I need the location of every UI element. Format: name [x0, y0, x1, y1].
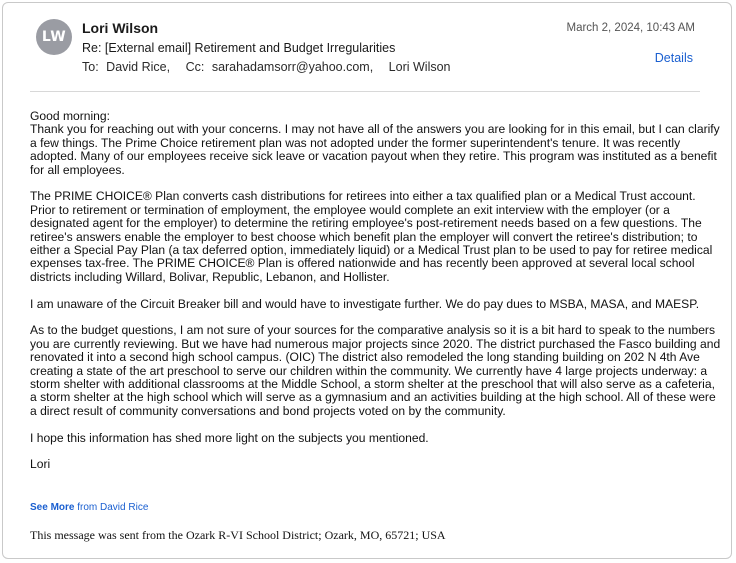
- paragraph-2: The PRIME CHOICE® Plan converts cash distributions for retirees into either a tax qualified plan or a Medical Trust account. Prior to retirement or termination of employment, the employee would complete an exit interview with the employer (or a designated agent for the employer) to determine the retiring employee's post-retirement needs based on a few questions. The retiree's answers enable the employer to best choose which benefit plan the employer will convert the retiree's distribution; to either a Special Pay Plan (a tax deferred option, immediately liquid) or a Medical Trust plan to be used to pay for retiree medical expenses tax-free. The PRIME CHOICE® Plan is offered nationwide and has recently been approved at several local school districts including Willard, Bolivar, Republic, Lebanon, and Hollister.: [30, 189, 713, 284]
- paragraph-1: Thank you for reaching out with your concerns. I may not have all of the answers you are looking for in this email, but I can clarify a few things. The Prime Choice retirement plan was not adopted under the former superintendent's tenure. It was recently adopted. Many of our employees receive sick leave or vacation payout when they retire. This program was instituted as a benefit for all employees.: [30, 122, 720, 177]
- to-recipient[interactable]: David Rice,: [106, 60, 171, 74]
- sender-name[interactable]: Lori Wilson: [82, 20, 159, 36]
- paragraph-4: As to the budget questions, I am not sure of your sources for the comparative analysis so it is a bit hard to speak to the numbers you are currently reviewing. But we have had numerous major projects since 2020. The district purchased the Fasco building and renovated it into a second high school campus. (OIC) The district also remodeled the long standing building on 202 N 4th Ave creating a state of the art preschool to serve our children within the community. We currently have 4 large projects underway: a storm shelter with additional classrooms at the Middle School, a storm shelter at the preschool that will also serve as a cafeteria, a storm shelter at the high school which will serve as a gymnasium and an activities building at the high school. All of these were a direct result of community conversations and bond projects voted on by the community.: [30, 323, 721, 418]
- avatar[interactable]: LW: [36, 19, 72, 55]
- to-label: To:: [82, 60, 99, 74]
- paragraph-3: I am unaware of the Circuit Breaker bill and would have to investigate further. We do pay dues to MSBA, MASA, and MAESP.: [30, 296, 700, 311]
- see-more-label[interactable]: See More: [30, 502, 75, 513]
- email-body: [30, 110, 724, 485]
- paragraph-5: I hope this information has shed more light on the subjects you mentioned.: [30, 430, 429, 445]
- email-window: [2, 2, 732, 559]
- email-date: March 2, 2024, 10:43 AM: [566, 22, 695, 34]
- cc-recipient-1[interactable]: sarahadamsorr@yahoo.com,: [211, 60, 374, 74]
- greeting: Good morning:: [30, 109, 110, 123]
- header-divider: [30, 91, 700, 92]
- email-footer: This message was sent from the Ozark R-VI School District; Ozark, MO, 65721; USA: [30, 528, 446, 542]
- recipients-line: [82, 60, 451, 74]
- see-more-link[interactable]: [30, 502, 148, 513]
- cc-label: Cc:: [185, 60, 205, 74]
- signoff: Lori: [30, 457, 51, 472]
- details-link[interactable]: Details: [654, 51, 693, 65]
- cc-recipient-2[interactable]: Lori Wilson: [388, 60, 451, 74]
- email-subject: Re: [External email] Retirement and Budget Irregularities: [82, 41, 396, 55]
- see-more-suffix[interactable]: from David Rice: [74, 502, 149, 513]
